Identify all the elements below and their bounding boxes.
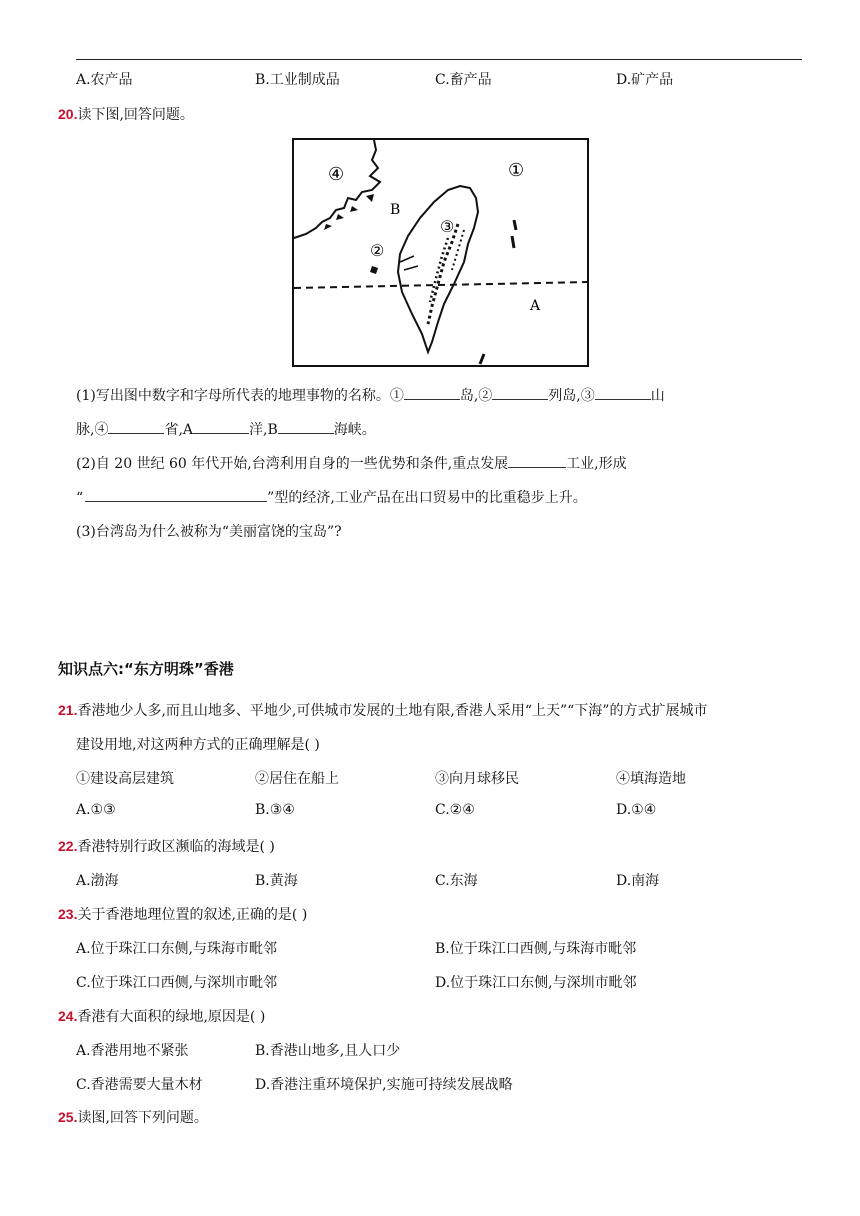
section-heading: 知识点六:“东方明珠”香港 — [58, 660, 234, 678]
answer-blank-3[interactable] — [595, 385, 651, 400]
q22-option-a[interactable]: A.渤海 — [76, 873, 119, 889]
q21-option-a[interactable]: A.①③ — [76, 802, 116, 818]
answer-blank-6[interactable] — [278, 419, 334, 434]
question-number: 21. — [58, 702, 78, 718]
question-25 — [58, 1107, 208, 1127]
question-number: 20. — [58, 106, 78, 122]
q21-option-c[interactable]: C.②④ — [435, 802, 475, 818]
q21-item-4: ④填海造地 — [616, 771, 686, 787]
q24-option-a[interactable]: A.香港用地不紧张 — [76, 1043, 189, 1059]
q19-option-a[interactable]: A.农产品 — [76, 72, 133, 88]
question-24 — [58, 1006, 265, 1026]
question-number: 24. — [58, 1008, 78, 1024]
q22-option-b[interactable]: B.黄海 — [255, 873, 298, 889]
q22-option-c[interactable]: C.东海 — [435, 873, 478, 889]
text: “ — [76, 490, 84, 506]
text: ”型的经济,工业产品在出口贸易中的比重稳步上升。 — [267, 490, 587, 506]
question-21 — [58, 700, 707, 720]
q23-option-d[interactable]: D.位于珠江口东侧,与深圳市毗邻 — [435, 975, 637, 991]
answer-blank-1[interactable] — [404, 385, 460, 400]
label-3: ③ — [440, 217, 455, 236]
answer-blank-7[interactable] — [508, 453, 566, 468]
label-b: B — [390, 202, 401, 218]
text: 省,A — [164, 422, 194, 438]
q24-option-c[interactable]: C.香港需要大量木材 — [76, 1077, 203, 1093]
q23-option-a[interactable]: A.位于珠江口东侧,与珠海市毗邻 — [76, 941, 278, 957]
text: 脉,④ — [76, 422, 109, 438]
question-stem: 关于香港地理位置的叙述,正确的是( ) — [77, 907, 308, 923]
label-1: ① — [508, 160, 525, 181]
top-rule — [76, 59, 802, 60]
label-4: ④ — [328, 164, 345, 185]
q19-option-b[interactable]: B.工业制成品 — [255, 72, 340, 88]
answer-blank-5[interactable] — [193, 419, 249, 434]
text: 列岛,③ — [548, 388, 595, 404]
question-stem: 香港有大面积的绿地,原因是( ) — [77, 1009, 266, 1025]
q20-part2-line2 — [76, 487, 587, 507]
q23-option-b[interactable]: B.位于珠江口西侧,与珠海市毗邻 — [435, 941, 637, 957]
question-number: 23. — [58, 906, 78, 922]
q21-option-d[interactable]: D.①④ — [616, 802, 657, 818]
text: (1)写出图中数字和字母所代表的地理事物的名称。① — [76, 388, 404, 404]
question-number: 22. — [58, 838, 78, 854]
text: 岛,② — [459, 388, 493, 404]
question-stem: 读下图,回答问题。 — [77, 107, 194, 123]
answer-blank-4[interactable] — [108, 419, 164, 434]
question-23 — [58, 904, 307, 924]
question-number: 25. — [58, 1109, 78, 1125]
q20-part1-line2 — [76, 419, 376, 439]
q23-option-c[interactable]: C.位于珠江口西侧,与深圳市毗邻 — [76, 975, 278, 991]
question-22 — [58, 836, 275, 856]
q19-option-c[interactable]: C.畜产品 — [435, 72, 492, 88]
text: 洋,B — [249, 422, 278, 438]
q24-option-d[interactable]: D.香港注重环境保护,实施可持续发展战略 — [255, 1077, 513, 1093]
q20-part3: (3)台湾岛为什么被称为“美丽富饶的宝岛”? — [76, 524, 342, 540]
q19-option-d[interactable]: D.矿产品 — [616, 72, 674, 88]
q20-part1-line1 — [76, 385, 665, 405]
question-stem: 香港地少人多,而且山地多、平地少,可供城市发展的土地有限,香港人采用“上天”“下海”的方式扩展城市 — [77, 703, 708, 719]
text: 海峡。 — [333, 422, 376, 438]
text: 山 — [650, 388, 665, 404]
q21-option-b[interactable]: B.③④ — [255, 802, 295, 818]
label-2: ② — [370, 241, 385, 260]
question-20 — [58, 104, 194, 124]
q22-option-d[interactable]: D.南海 — [616, 873, 660, 889]
q21-item-2: ②居住在船上 — [255, 771, 339, 787]
q21-item-3: ③向月球移民 — [435, 771, 519, 787]
q20-part2-line1 — [76, 453, 627, 473]
text: (2)自 20 世纪 60 年代开始,台湾利用自身的一些优势和条件,重点发展 — [76, 456, 509, 472]
answer-blank-2[interactable] — [492, 385, 548, 400]
question-stem: 读图,回答下列问题。 — [77, 1110, 208, 1126]
label-a: A — [530, 298, 541, 314]
question-21-stem-cont: 建设用地,对这两种方式的正确理解是( ) — [76, 737, 320, 753]
q21-item-1: ①建设高层建筑 — [76, 771, 174, 787]
question-stem: 香港特别行政区濒临的海域是( ) — [77, 839, 275, 855]
q24-option-b[interactable]: B.香港山地多,且人口少 — [255, 1043, 401, 1059]
taiwan-map — [292, 138, 590, 368]
answer-blank-8[interactable] — [85, 487, 267, 502]
text: 工业,形成 — [566, 456, 627, 472]
